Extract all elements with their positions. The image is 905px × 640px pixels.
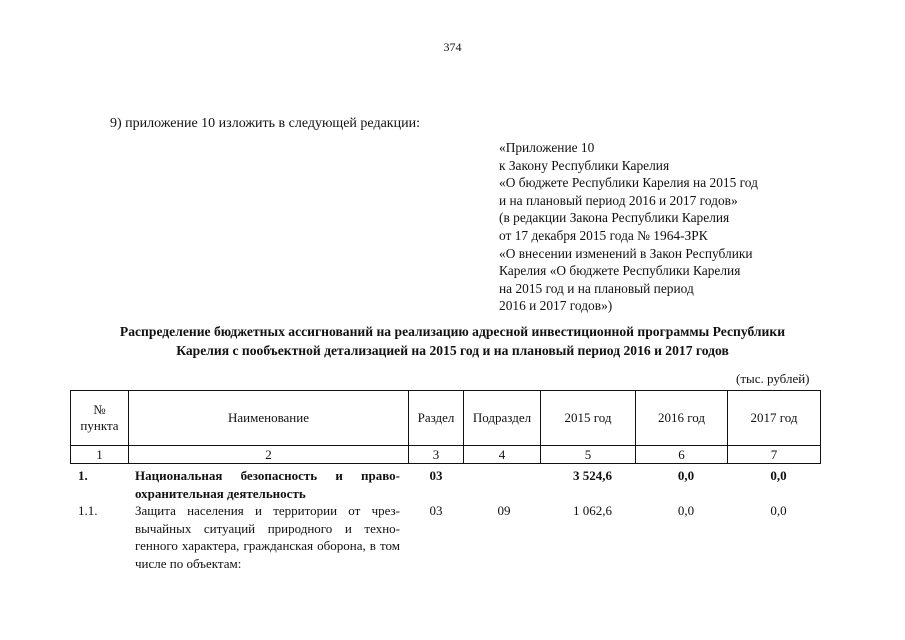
column-number: 5	[541, 446, 636, 464]
appendix-line: (в редакции Закона Республики Карелия	[499, 210, 730, 226]
header-2017: 2017 год	[728, 391, 821, 446]
header-section: Раздел	[409, 391, 464, 446]
row-2016: 0,0	[677, 503, 695, 518]
row-2017: 0,0	[770, 468, 787, 483]
title-line: Карелия с пообъектной детализацией на 2015 год и на плановый период 2016 и 2017 годов	[176, 343, 729, 358]
column-number: 7	[728, 446, 821, 464]
appendix-line: «О бюджете Республики Карелия на 2015 год	[499, 175, 758, 191]
appendix-line: к Закону Республики Карелия	[499, 157, 670, 173]
appendix-line: на 2015 год и на плановый период	[499, 280, 694, 296]
header-2016: 2016 год	[636, 391, 728, 446]
row-name: Национальная безопасность и право-охранительная деятельность	[135, 468, 400, 501]
header-number: № пункта	[71, 391, 129, 446]
document-title	[60, 322, 845, 360]
appendix-line: «О внесении изменений в Закон Республики	[499, 245, 753, 261]
header-2015: 2015 год	[541, 391, 636, 446]
row-section: 03	[429, 468, 443, 483]
column-number: 4	[464, 446, 541, 464]
row-name: Защита населения и территории от чрез-вычайных ситуаций природного и техно-генного характера, гражданская оборона, в том числе по объектам:	[135, 503, 400, 571]
intro-paragraph: 9) приложение 10 изложить в следующей редакции:	[110, 116, 420, 131]
budget-table-header	[70, 390, 821, 464]
row-2015: 1 062,6	[573, 503, 612, 518]
column-number: 2	[129, 446, 409, 464]
appendix-line: от 17 декабря 2015 года № 1964-ЗРК	[499, 227, 708, 243]
appendix-line: 2016 и 2017 годов»)	[499, 298, 613, 314]
row-2017: 0,0	[770, 503, 787, 518]
row-section: 03	[429, 503, 443, 518]
header-subsection: Подраздел	[464, 391, 541, 446]
appendix-line: «Приложение 10	[499, 140, 595, 155]
row-subsection: 09	[497, 503, 511, 518]
row-number: 1.	[78, 468, 88, 483]
appendix-reference	[499, 139, 758, 315]
appendix-line: Карелия «О бюджете Республики Карелия	[499, 263, 741, 279]
title-line: Распределение бюджетных ассигнований на реализацию адресной инвестиционной программы Республики	[119, 324, 786, 339]
appendix-line: и на плановый период 2016 и 2017 годов»	[499, 192, 738, 208]
column-number: 3	[409, 446, 464, 464]
row-number: 1.1.	[78, 503, 98, 518]
page-number: 374	[443, 40, 462, 54]
unit-label: (тыс. рублей)	[736, 371, 810, 386]
row-2016: 0,0	[677, 468, 695, 483]
column-number: 1	[71, 446, 129, 464]
column-number: 6	[636, 446, 728, 464]
row-2015: 3 524,6	[573, 468, 612, 483]
header-name: Наименование	[129, 391, 409, 446]
